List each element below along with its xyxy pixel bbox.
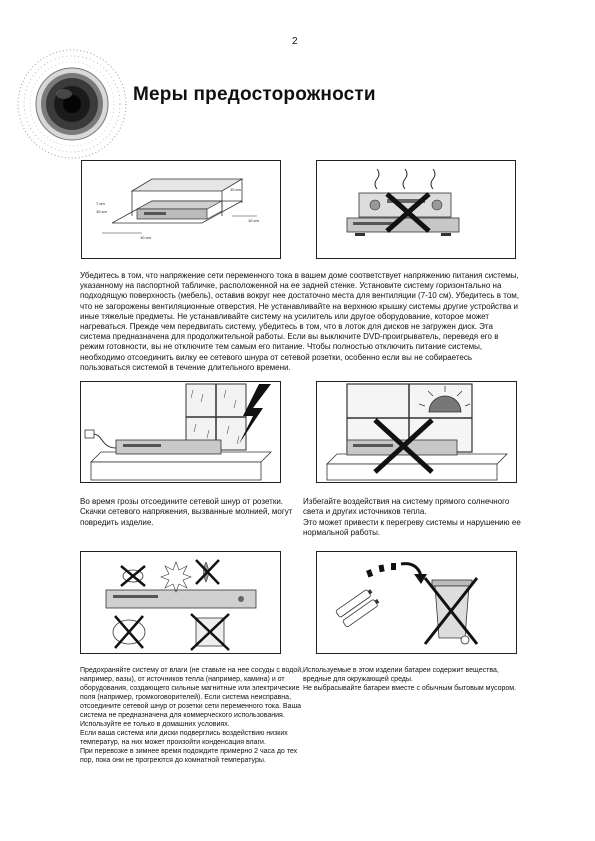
no-stacking-illustration (316, 160, 516, 259)
ventilation-text: Убедитесь в том, что напряжение сети переменного тока в вашем доме соответствует напряжению питания системы, указанному на паспортной табличке, расположенной на ее задней стенке. Установите систему горизонтально на подходящую поверхность (мебель), оставив вокруг нее достаточно места для вентиляции (7-10 см). Убедитесь в том, что не загорожены вентиляционные отверстия. Не устанавливайте на верхнюю крышку системы другие устройства и иные тяжелые предметы. Не устанавливайте систему на усилитель или другое оборудование, которое может нагреваться. Прежде чем передвигать систему, убедитесь в том, что в лоток для дисков не загружен диск. Эта система предназначена для продолжительной работы. Если вы выключите DVD-проигрыватель, переведя его в режим готовности, вы не отключите тем самым его питание. Чтобы полностью отключить питание системы, необходимо отсоединить вилку ее сетевого шнура от сетевой розетки, особенно если вы не собираетесь пользоваться системой в течение длительного времени. (80, 271, 519, 372)
ventilation-illustration (81, 160, 281, 259)
batteries-text: Используемые в этом изделии батареи содержит вещества, вредные для окружающей среды. Не выбрасывайте батареи вместе с обычным бытовым мусором. (303, 667, 517, 692)
clearance-bottom-label: 10 cm (140, 235, 151, 240)
moisture-illustration (80, 551, 281, 654)
speaker-logo (14, 46, 130, 162)
moisture-text: Предохраняйте систему от влаги (не ставьте на нее сосуды с водой, например, вазы), от источников тепла (например, камина) и от оборудования, создающего сильные магнитные или электрические поля (например, громкоговорителей). Если система неисправна, отсоедините сетевой шнур от розетки сети переменного тока. Ваша система не предназначена для коммерческого использования. Используйте ее только в домашних условиях. Если ваша система или диски подверглись воздействию низких температур, на них может произойти конденсация влаги. При перевозке в зимнее время подождите примерно 2 часа до тех пор, пока они не прогреются до комнатной температуры. (80, 667, 304, 764)
storm-text: Во время грозы отсоедините сетевой шнур от розетки. Скачки сетевого напряжения, вызванные молнией, могут повредить изделие. (80, 497, 293, 527)
clearance-right-label: 10 cm (248, 218, 259, 223)
clearance-left-label: 7 cm (96, 201, 105, 206)
sun-text: Избегайте воздействия на систему прямого солнечного света и других источников тепла. Это может привести к перегреву системы и нарушению ее нормальной работы. (303, 497, 521, 537)
storm-illustration (80, 381, 281, 483)
battery-disposal-illustration (316, 551, 517, 654)
sun-illustration (316, 381, 517, 483)
page-title: Меры предосторожности (133, 84, 376, 105)
clearance-top-label: 10 cm (230, 187, 241, 192)
clearance-left2-label: 10 cm (96, 209, 107, 214)
page-number: 2 (292, 36, 298, 47)
